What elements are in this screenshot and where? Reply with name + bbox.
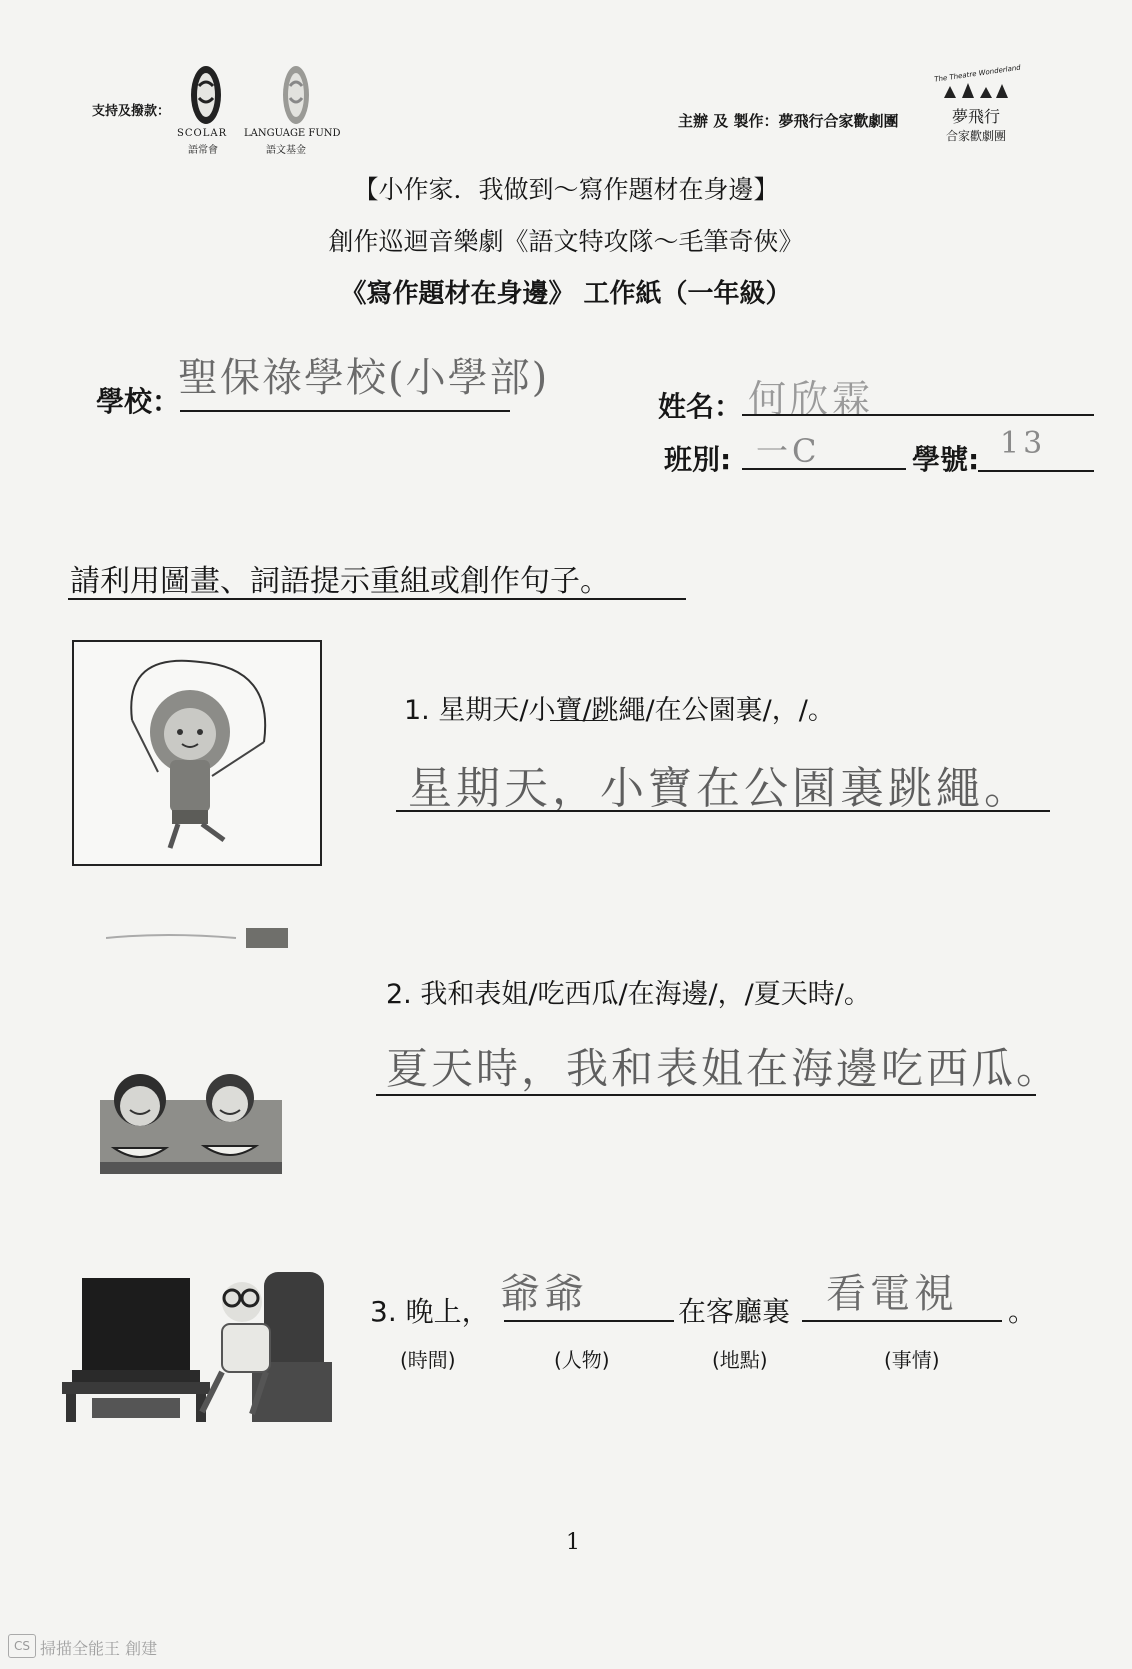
question-3-event-line <box>802 1320 1002 1322</box>
question-3-person-answer: 爺爺 <box>500 1271 588 1317</box>
troupe-en: The Theatre Wonderland <box>933 63 1022 84</box>
instruction: 請利用圖畫、詞語提示重組或創作句子。 <box>70 564 610 599</box>
troupe-cn-1: 夢飛行 <box>951 107 1000 126</box>
question-3-event-answer: 看電視 <box>826 1271 958 1317</box>
hint-time: (時間) <box>400 1348 456 1372</box>
hint-event: (事情) <box>884 1348 940 1372</box>
scolar-logo <box>186 64 226 126</box>
question-3-person-line <box>504 1320 674 1322</box>
title-line-1: 【小作家．我做到～寫作題材在身邊】 <box>353 175 779 204</box>
class-label: 班別: <box>664 443 732 476</box>
question-3-middle: 在客廳裏 <box>678 1295 791 1328</box>
image-fragment-icon <box>106 928 288 948</box>
question-2-image <box>100 1070 282 1174</box>
organizer-text: 主辦 及 製作：夢飛行合家歡劇團 <box>678 112 899 130</box>
page-number: 1 <box>566 1530 580 1555</box>
question-3-suffix: 。 <box>1008 1295 1037 1328</box>
school-underline <box>180 410 510 412</box>
fund-cn: 語文基金 <box>266 145 306 156</box>
question-1-image <box>72 640 322 866</box>
question-3-image <box>52 1262 334 1422</box>
scolar-name: SCOLAR <box>177 128 228 139</box>
name-value: 何欣霖 <box>748 377 875 421</box>
cs-badge: CS <box>8 1634 36 1658</box>
kids-eating-watermelon-illustration-icon <box>100 1070 282 1174</box>
question-2-answer: 夏天時，我和表姐在海邊吃西瓜。 <box>386 1044 1062 1093</box>
question-1-answer: 星期天，小寶在公園裏跳繩。 <box>408 763 1032 814</box>
troupe-cn-2: 合家歡劇團 <box>945 129 1006 143</box>
question-1-prompt: 1. 星期天/小寶/跳繩/在公園裏/，/。 <box>404 695 835 726</box>
hint-place: (地點) <box>712 1348 768 1372</box>
question-1-prompt-underline <box>550 720 608 721</box>
question-2-prompt: 2. 我和表姐/吃西瓜/在海邊/，/夏天時/。 <box>386 979 871 1010</box>
title-line-2: 創作巡迴音樂劇《語文特攻隊～毛筆奇俠》 <box>328 227 804 256</box>
question-1-answer-line <box>396 810 1050 812</box>
question-3-prefix: 3. 晚上， <box>370 1295 490 1328</box>
fund-name: LANGUAGE FUND <box>244 128 341 139</box>
number-label: 學號: <box>912 443 980 476</box>
scolar-cn: 語常會 <box>188 145 218 156</box>
title-line-3: 《寫作題材在身邊》 工作紙（一年級） <box>340 279 792 309</box>
language-fund-logo <box>278 64 314 126</box>
school-value: 聖保祿學校(小學部) <box>178 355 550 401</box>
jump-rope-girl-illustration-icon <box>74 642 320 864</box>
scolar-seal-icon <box>186 64 226 126</box>
language-fund-seal-icon <box>278 64 314 126</box>
grandpa-watching-tv-illustration-icon <box>52 1262 334 1422</box>
name-label: 姓名： <box>658 390 743 423</box>
hint-person: (人物) <box>554 1348 610 1372</box>
name-underline <box>742 414 1094 416</box>
question-2-answer-line <box>376 1094 1036 1096</box>
school-label: 學校： <box>96 385 181 418</box>
class-underline <box>742 468 906 470</box>
troupe-logo <box>933 63 1022 160</box>
support-label: 支持及撥款： <box>92 104 171 119</box>
number-underline <box>978 470 1094 472</box>
scanner-watermark: 掃描全能王 創建 <box>40 1639 158 1658</box>
class-value: 一C <box>756 432 821 470</box>
instruction-underline <box>68 598 686 600</box>
question-2-top-fragment <box>106 928 288 948</box>
number-value: 13 <box>1000 426 1047 461</box>
